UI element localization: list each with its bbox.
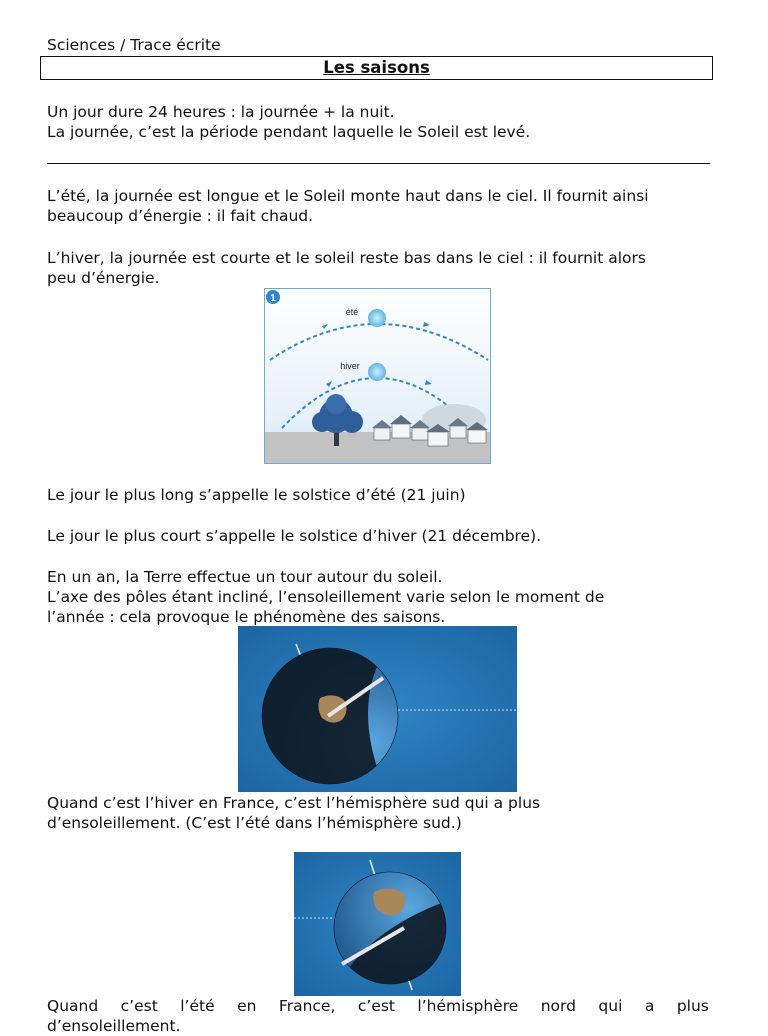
summer-label: été <box>345 307 359 317</box>
summer-solstice-text: Le jour le plus long s’appelle le solstice d’été (21 juin) <box>47 486 466 504</box>
winter-paragraph-line-2: peu d’énergie. <box>47 269 160 287</box>
north-caption-line-1: Quand c’est l’été en France, c’est l’hémisphère nord qui a plus <box>47 997 709 1015</box>
orbit-line-3: l’année : cela provoque le phénomène des saisons. <box>47 608 446 626</box>
header-label: Sciences / Trace écrite <box>47 36 221 54</box>
sun-path-figure <box>264 288 491 464</box>
separator-line <box>47 163 710 164</box>
intro-line-1: Un jour dure 24 heures : la journée + la nuit. <box>47 103 395 121</box>
orbit-line-2: L’axe des pôles étant incliné, l’ensoleillement varie selon le moment de <box>47 588 605 606</box>
title-box <box>40 56 713 80</box>
north-caption-line-2: d’ensoleillement. <box>47 1017 181 1035</box>
winter-sun-icon <box>368 363 386 381</box>
intro-line-2: La journée, c’est la période pendant laquelle le Soleil est levé. <box>47 123 531 141</box>
south-caption-line-2: d’ensoleillement. (C’est l’été dans l’hémisphère sud.) <box>47 814 462 832</box>
orbit-line-1: En un an, la Terre effectue un tour autour du soleil. <box>47 568 443 586</box>
summer-sun-icon <box>368 309 386 327</box>
winter-paragraph-line-1: L’hiver, la journée est courte et le soleil reste bas dans le ciel : il fournit alors <box>47 249 646 267</box>
summer-paragraph-line-2: beaucoup d’énergie : il fait chaud. <box>47 207 314 225</box>
earth-south-summer-image <box>238 626 517 792</box>
figure-number: 1 <box>270 293 276 304</box>
winter-solstice-text: Le jour le plus court s’appelle le solstice d’hiver (21 décembre). <box>47 527 542 545</box>
earth-north-summer-image <box>294 852 461 996</box>
south-caption-line-1: Quand c’est l’hiver en France, c’est l’hémisphère sud qui a plus <box>47 794 541 812</box>
winter-label: hiver <box>340 361 360 371</box>
page-title: Les saisons <box>323 58 430 77</box>
summer-paragraph-line-1: L’été, la journée est longue et le Soleil monte haut dans le ciel. Il fournit ainsi <box>47 187 649 205</box>
